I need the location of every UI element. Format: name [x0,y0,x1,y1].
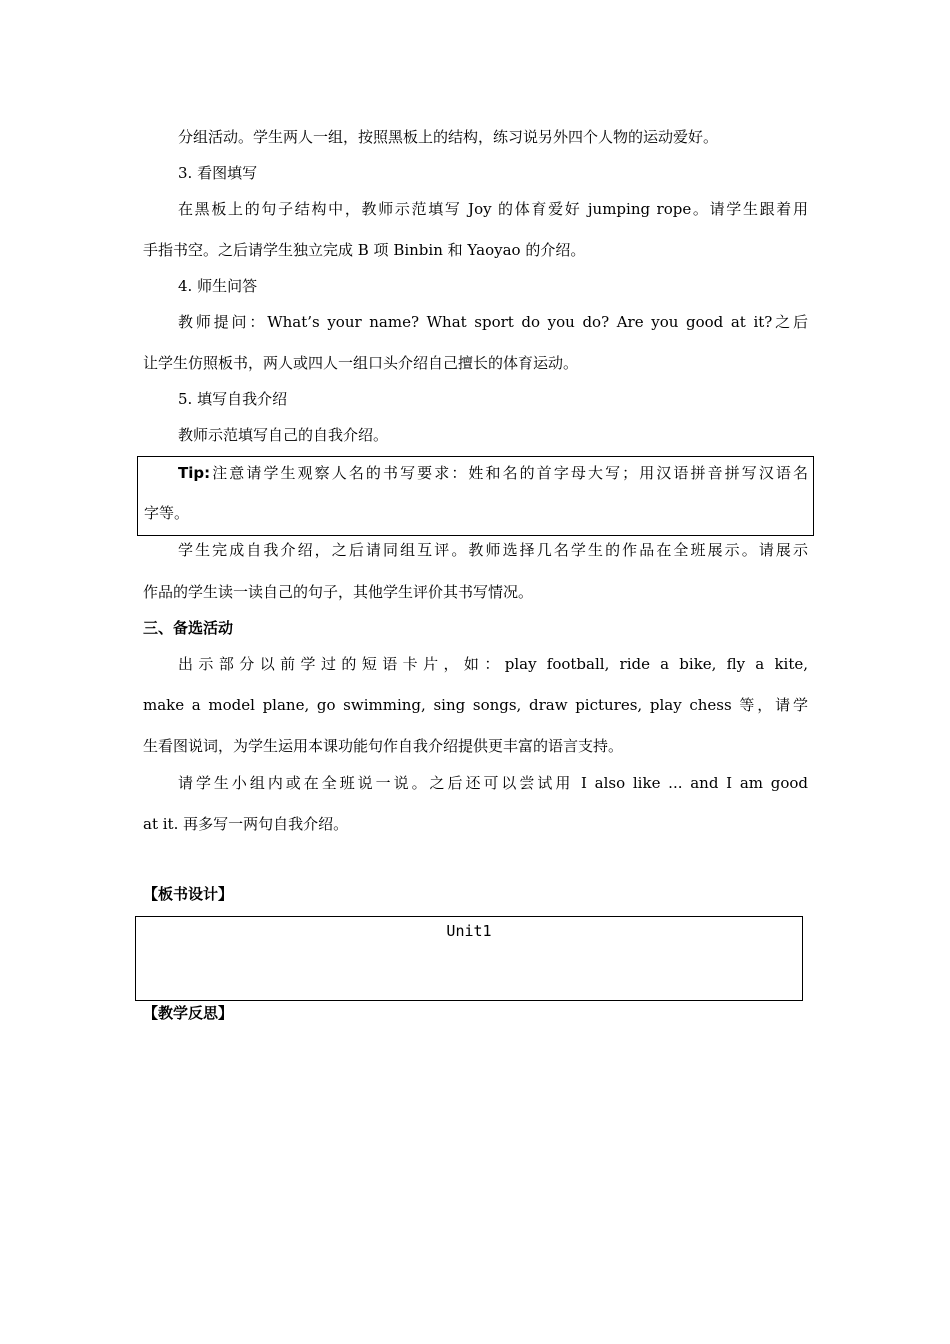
paragraph-qa-line2: 让学生仿照板书，两人或四人一组口头介绍自己擅长的体育运动。 [143,354,579,372]
tip-text-line1: 注意请学生观察人名的书写要求：姓和名的首字母大写；用汉语拼音拼写汉语名 [210,464,808,482]
paragraph-peer-review-line2: 作品的学生读一读自己的句子，其他学生评价其书写情况。 [143,583,534,601]
paragraph-phrase-cards-line2: make a model plane, go swimming, sing songs, draw pictures, play chess 等，请学 [143,696,808,714]
board-title: Unit1 [446,922,492,940]
paragraph-group-speak-line1: 请学生小组内或在全班说一说。之后还可以尝试用 I also like ... and I am good [178,774,808,792]
paragraph-group-activity: 分组活动。学生两人一组，按照黑板上的结构，练习说另外四个人物的运动爱好。 [178,128,719,146]
section-heading-teaching-reflection: 【教学反思】 [143,1004,234,1022]
step-heading-self-intro: 5. 填写自我介绍 [178,390,288,408]
section-heading-board-design: 【板书设计】 [143,885,234,903]
paragraph-teacher-demo: 教师示范填写自己的自我介绍。 [178,426,389,444]
paragraph-group-speak-line2: at it. 再多写一两句自我介绍。 [143,815,349,833]
tip-line1 [178,463,808,483]
paragraph-phrase-cards-line3: 生看图说词，为学生运用本课功能句作自我介绍提供更丰富的语言支持。 [143,737,624,755]
paragraph-peer-review-line1: 学生完成自我介绍，之后请同组互评。教师选择几名学生的作品在全班展示。请展示 [178,541,808,559]
step-heading-look-and-fill: 3. 看图填写 [178,164,258,182]
tip-text-line2: 字等。 [144,504,190,522]
board-design-box [135,916,803,1001]
paragraph-qa-line1: 教师提问：What’s your name? What sport do you do? Are you good at it?之后 [178,313,808,331]
step-heading-qa: 4. 师生问答 [178,277,258,295]
paragraph-look-and-fill-line2: 手指书空。之后请学生独立完成 B 项 Binbin 和 Yaoyao 的介绍。 [143,241,586,259]
tip-label: Tip: [178,464,211,482]
section-heading-optional-activities: 三、备选活动 [143,619,234,637]
tip-box [137,456,814,536]
paragraph-phrase-cards-line1: 出示部分以前学过的短语卡片，如：play football, ride a bike, fly a kite, [178,655,808,673]
paragraph-look-and-fill-line1: 在黑板上的句子结构中，教师示范填写 Joy 的体育爱好 jumping rope。请学生跟着用 [178,200,808,218]
